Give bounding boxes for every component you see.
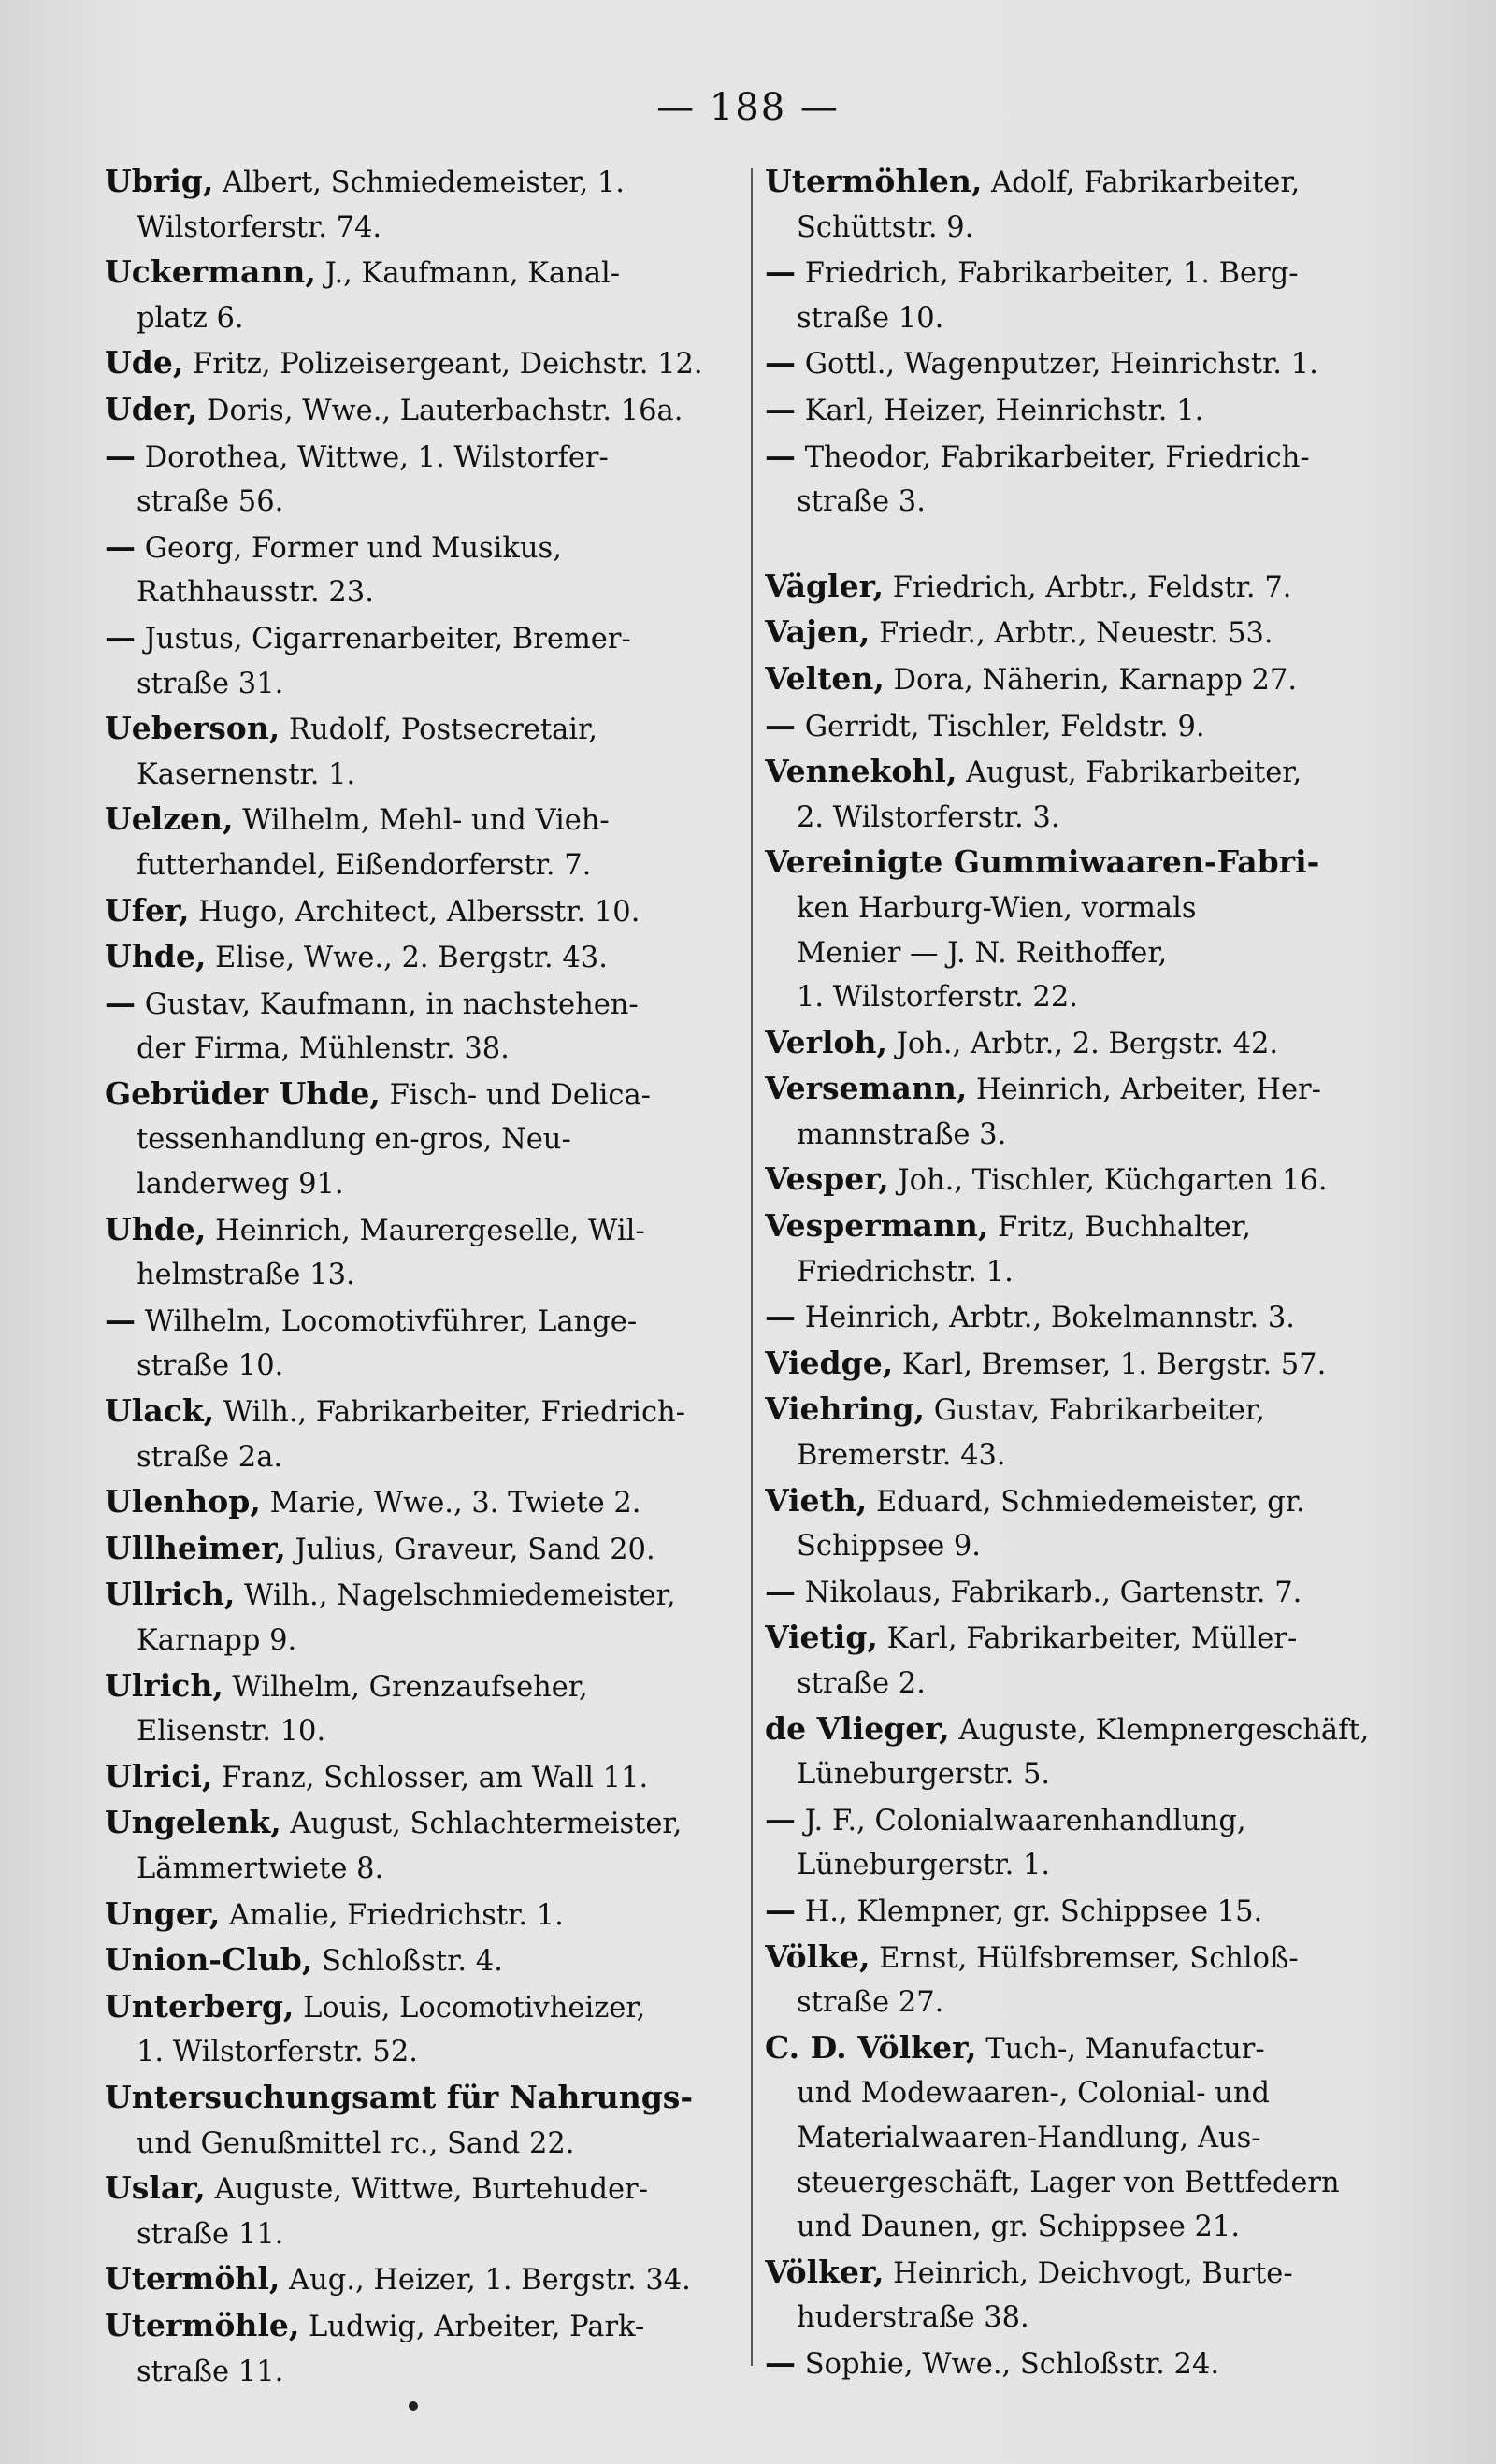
entry-text: Nikolaus, Fabrikarb., Gartenstr. 7. — [796, 1576, 1302, 1609]
entry-name: — — [105, 618, 136, 656]
directory-entry — [105, 981, 717, 1072]
left-column — [105, 159, 717, 2394]
entry-continuation: Friedrichstr. 1. — [797, 1255, 1014, 1289]
right-column — [765, 159, 1401, 2387]
directory-entry — [105, 1938, 717, 1984]
entry-name: Uelzen, — [105, 800, 234, 838]
directory-entry — [765, 1066, 1401, 1157]
entry-first-line — [765, 1615, 1401, 1662]
entry-first-line — [105, 434, 717, 481]
directory-entry — [765, 1341, 1401, 1388]
directory-entry — [105, 1526, 717, 1573]
entry-text: Fritz, Buchhalter, — [988, 1211, 1251, 1245]
directory-entry — [765, 1888, 1401, 1935]
entry-name: Velten, — [765, 659, 885, 697]
directory-entry — [765, 1797, 1401, 1888]
directory-entry — [765, 840, 1401, 1019]
entry-name: Ubrig, — [105, 163, 214, 199]
entry-first-line — [105, 2303, 717, 2350]
directory-entry — [765, 434, 1401, 525]
entry-first-line — [105, 250, 717, 296]
directory-entry — [105, 1984, 717, 2075]
entry-first-line — [765, 1707, 1401, 1753]
entry-text: Ernst, Hülfsbremser, Schloß- — [870, 1941, 1299, 1975]
entry-name: Union-Club, — [105, 1941, 313, 1979]
directory-entry — [765, 1157, 1401, 1203]
entry-name: Utermöhle, — [105, 2306, 300, 2343]
entry-first-line — [765, 2025, 1401, 2072]
directory-entry — [765, 703, 1401, 750]
entry-first-line — [105, 706, 717, 753]
entry-name: Unger, — [105, 1895, 221, 1932]
entry-first-line — [105, 1389, 717, 1435]
entry-name: Ueberson, — [105, 710, 280, 747]
entry-text: Justus, Cigarrenarbeiter, Bremer- — [136, 622, 631, 656]
entry-text: Albert, Schmiedemeister, 1. — [213, 166, 625, 199]
directory-entry — [105, 340, 717, 387]
entry-text: J. F., Colonialwaarenhandlung, — [796, 1804, 1246, 1837]
directory-entry — [105, 934, 717, 981]
page-number: — 188 — — [656, 86, 840, 129]
entry-name: Verloh, — [765, 1023, 887, 1060]
entry-text: H., Klempner, gr. Schippsee 15. — [796, 1895, 1263, 1928]
entry-first-line — [105, 387, 717, 434]
directory-entry — [105, 2166, 717, 2256]
entry-name: — — [765, 706, 796, 743]
entry-continuation: Karnapp 9. — [137, 1624, 297, 1657]
directory-entry — [765, 610, 1401, 656]
column-divider — [751, 168, 753, 2366]
directory-entry — [105, 250, 717, 340]
entry-first-line — [765, 749, 1401, 796]
entry-name: Ulenhop, — [105, 1483, 261, 1520]
entry-text: Karl, Fabrikarbeiter, Müller- — [877, 1622, 1298, 1656]
entry-text: Louis, Locomotivheizer, — [294, 1991, 646, 2025]
directory-entry — [105, 888, 717, 935]
entry-continuation: und Genußmittel rc., Sand 22. — [137, 2126, 575, 2160]
entry-name: Gebrüder Uhde, — [105, 1074, 381, 1112]
directory-entry — [765, 564, 1401, 611]
entry-name: — — [765, 344, 796, 382]
entry-name: Ulrich, — [105, 1666, 223, 1704]
directory-entry — [765, 2250, 1401, 2341]
entry-first-line — [105, 615, 717, 662]
entry-name: Uslar, — [105, 2169, 206, 2207]
entry-text: Marie, Wwe., 3. Twiete 2. — [260, 1487, 641, 1520]
entry-name: Uhde, — [105, 938, 207, 975]
directory-entry — [765, 1569, 1401, 1616]
entry-first-line — [765, 1341, 1401, 1388]
entry-text: Sophie, Wwe., Schloßstr. 24. — [796, 2347, 1220, 2381]
entry-first-line — [765, 2341, 1401, 2387]
entry-name: — — [105, 437, 136, 474]
entry-name: — — [105, 1301, 136, 1338]
entry-continuation: huderstraße 38. — [797, 2301, 1029, 2335]
entry-first-line — [765, 1569, 1401, 1616]
entry-name: Vieth, — [765, 1481, 868, 1519]
entry-name: Ulack, — [105, 1392, 215, 1430]
entry-first-line — [765, 1020, 1401, 1067]
entry-continuation: straße 27. — [797, 1986, 944, 2020]
entry-first-line — [105, 2256, 717, 2303]
entry-name: Ufer, — [105, 891, 190, 929]
entry-name: Vesper, — [765, 1160, 889, 1198]
entry-text: Wilhelm, Grenzaufseher, — [223, 1670, 588, 1704]
entry-text: Heinrich, Maurergeselle, Wil- — [206, 1214, 645, 1247]
entry-continuation: straße 56. — [137, 485, 284, 519]
directory-entry — [765, 656, 1401, 703]
entry-name: — — [765, 390, 796, 427]
directory-entry — [105, 797, 717, 887]
entry-text: Heinrich, Arbtr., Bokelmannstr. 3. — [796, 1302, 1295, 1335]
entry-continuation: Lüneburgerstr. 5. — [797, 1758, 1051, 1792]
entry-name: — — [765, 253, 796, 291]
directory-entry — [765, 749, 1401, 840]
entry-first-line — [765, 1797, 1401, 1844]
entry-first-line — [765, 1478, 1401, 1525]
entry-first-line — [105, 340, 717, 387]
entry-gap — [765, 525, 1401, 564]
entry-first-line — [105, 1526, 717, 1573]
entry-continuation: Materialwaaren-Handlung, Aus- — [797, 2121, 1261, 2154]
entry-first-line — [765, 434, 1401, 481]
entry-text: Rudolf, Postsecretair, — [280, 713, 597, 747]
entry-continuation: straße 11. — [137, 2355, 284, 2388]
directory-entry — [765, 1478, 1401, 1569]
entry-first-line — [765, 1888, 1401, 1935]
entry-first-line — [105, 1664, 717, 1710]
entry-continuation: straße 31. — [137, 667, 284, 700]
entry-name: Uder, — [105, 390, 198, 427]
entry-text: Doris, Wwe., Lauterbachstr. 16a. — [197, 394, 683, 427]
entry-text: Heinrich, Deichvogt, Burte- — [884, 2256, 1293, 2290]
entry-name: Uhde, — [105, 1210, 207, 1247]
entry-name: Versemann, — [765, 1070, 968, 1107]
entry-name: Viehring, — [765, 1391, 926, 1428]
entry-text: Heinrich, Arbeiter, Her- — [967, 1073, 1321, 1107]
entry-first-line — [105, 1800, 717, 1847]
entry-name: Völke, — [765, 1938, 870, 1975]
entry-first-line — [765, 840, 1401, 886]
entry-name: Ulrici, — [105, 1757, 213, 1794]
entry-first-line — [105, 888, 717, 935]
directory-entry — [105, 1664, 717, 1754]
entry-continuation: landerweg 91. — [137, 1168, 344, 1202]
entry-first-line — [105, 1938, 717, 1984]
entry-text: Auguste, Klempnergeschäft, — [949, 1713, 1370, 1747]
entry-continuation: mannstraße 3. — [797, 1117, 1007, 1151]
directory-entry — [765, 159, 1401, 250]
entry-first-line — [765, 159, 1401, 206]
entry-first-line — [105, 1984, 717, 2031]
entry-text: Friedrich, Arbtr., Feldstr. 7. — [884, 570, 1292, 604]
entry-name: — — [105, 527, 136, 565]
entry-first-line — [105, 981, 717, 1028]
entry-name: — — [765, 1800, 796, 1837]
entry-first-line — [765, 1935, 1401, 1981]
entry-text: Tuch-, Manufactur- — [976, 2032, 1265, 2066]
entry-first-line — [765, 656, 1401, 703]
entry-text: Gustav, Kaufmann, in nachstehen- — [136, 987, 639, 1021]
entry-name: Vennekohl, — [765, 753, 957, 790]
directory-entry — [765, 1707, 1401, 1797]
entry-first-line — [105, 2166, 717, 2212]
entry-continuation: Lüneburgerstr. 1. — [797, 1849, 1051, 1882]
entry-text: Wilh., Nagelschmiedemeister, — [235, 1579, 676, 1613]
entry-continuation: straße 10. — [137, 1349, 284, 1383]
entry-text: Dora, Näherin, Karnapp 27. — [884, 663, 1298, 697]
directory-entry — [765, 2341, 1401, 2387]
entry-first-line — [765, 1203, 1401, 1250]
entry-text: Wilhelm, Locomotivführer, Lange- — [136, 1304, 638, 1338]
ink-speck — [409, 2401, 418, 2411]
entry-continuation: helmstraße 13. — [137, 1259, 355, 1292]
directory-entry — [105, 2303, 717, 2394]
entry-name: Ungelenk, — [105, 1804, 281, 1841]
entry-continuation: straße 11. — [137, 2217, 284, 2251]
entry-text: Theodor, Fabrikarbeiter, Friedrich- — [796, 440, 1310, 474]
entry-name: Utermöhl, — [105, 2260, 280, 2298]
entry-text: Friedr., Arbtr., Neuestr. 53. — [870, 617, 1273, 651]
entry-continuation: 1. Wilstorferstr. 22. — [797, 981, 1078, 1015]
entry-first-line — [765, 564, 1401, 611]
entry-first-line — [765, 250, 1401, 296]
entry-first-line — [105, 797, 717, 843]
directory-entry — [765, 1203, 1401, 1294]
entry-first-line — [765, 703, 1401, 750]
directory-entry — [765, 1294, 1401, 1341]
directory-entry — [105, 1800, 717, 1891]
entry-text: Karl, Bremser, 1. Bergstr. 57. — [893, 1347, 1327, 1381]
entry-name: de Vlieger, — [765, 1709, 950, 1747]
entry-continuation: Wilstorferstr. 74. — [137, 210, 382, 244]
entry-first-line — [765, 1066, 1401, 1113]
entry-name: Utermöhlen, — [765, 163, 983, 199]
entry-text: Elise, Wwe., 2. Bergstr. 43. — [206, 942, 608, 975]
entry-name: — — [105, 984, 136, 1021]
entry-continuation: und Modewaaren-, Colonial- und — [797, 2077, 1271, 2111]
directory-entry — [105, 1754, 717, 1801]
directory-entry — [765, 250, 1401, 340]
entry-continuation: straße 3. — [797, 485, 926, 519]
entry-text: Amalie, Friedrichstr. 1. — [220, 1898, 564, 1932]
entry-name: — — [765, 2343, 796, 2381]
entry-first-line — [105, 1479, 717, 1526]
directory-entry — [105, 159, 717, 250]
entry-continuation: tessenhandlung en-gros, Neu- — [137, 1123, 571, 1157]
entry-first-line — [765, 387, 1401, 434]
directory-entry — [765, 1387, 1401, 1477]
directory-entry — [105, 2256, 717, 2303]
entry-first-line — [105, 934, 717, 981]
entry-text: Georg, Former und Musikus, — [136, 531, 562, 565]
entry-continuation: Lämmertwiete 8. — [137, 1852, 384, 1885]
entry-name: Völker, — [765, 2253, 885, 2290]
entry-continuation: platz 6. — [137, 301, 244, 335]
entry-text: August, Fabrikarbeiter, — [957, 756, 1302, 790]
entry-continuation: ken Harburg-Wien, vormals — [797, 891, 1197, 925]
entry-text: Wilhelm, Mehl- und Vieh- — [233, 804, 610, 838]
entry-continuation: Menier — J. N. Reithoffer, — [797, 936, 1168, 970]
entry-first-line — [105, 525, 717, 571]
entry-name: C. D. Völker, — [765, 2028, 977, 2066]
entry-continuation: Kasernenstr. 1. — [137, 757, 356, 791]
entry-name: Unterberg, — [105, 1987, 295, 2025]
entry-name: Vajen, — [765, 613, 870, 651]
entry-first-line — [105, 1207, 717, 1254]
entry-continuation: Elisenstr. 10. — [137, 1715, 326, 1749]
entry-name: Vägler, — [765, 567, 885, 604]
directory-entry — [765, 2025, 1401, 2250]
entry-first-line — [105, 1892, 717, 1938]
entry-first-line — [765, 340, 1401, 387]
entry-continuation: Schippsee 9. — [797, 1530, 981, 1563]
directory-entry — [105, 1479, 717, 1526]
entry-text: Joh., Arbtr., 2. Bergstr. 42. — [887, 1027, 1279, 1060]
entry-continuation: der Firma, Mühlenstr. 38. — [137, 1032, 510, 1066]
directory-entry — [105, 1892, 717, 1938]
entry-text: August, Schlachtermeister, — [280, 1808, 683, 1841]
entry-name: Ullheimer, — [105, 1529, 286, 1566]
directory-entry — [105, 2075, 717, 2166]
entry-continuation: straße 2a. — [137, 1440, 283, 1474]
entry-text: Auguste, Wittwe, Burtehuder- — [205, 2173, 648, 2207]
directory-entry — [105, 1389, 717, 1479]
entry-first-line — [105, 1072, 717, 1118]
directory-entry — [765, 340, 1401, 387]
entry-continuation: Bremerstr. 43. — [797, 1439, 1006, 1473]
entry-name: Vereinigte Gummiwaaren-Fabri- — [765, 843, 1320, 881]
entry-name: Viedge, — [765, 1344, 894, 1381]
entry-name: — — [765, 1891, 796, 1928]
entry-text: Gustav, Fabrikarbeiter, — [925, 1394, 1265, 1428]
directory-entry — [105, 615, 717, 706]
entry-name: Ullrich, — [105, 1576, 236, 1613]
entry-text: Gerridt, Tischler, Feldstr. 9. — [796, 710, 1205, 743]
entry-continuation: straße 2. — [797, 1667, 926, 1700]
entry-text: Aug., Heizer, 1. Bergstr. 34. — [280, 2264, 691, 2298]
entry-text: Julius, Graveur, Sand 20. — [285, 1533, 655, 1566]
entry-first-line — [105, 1298, 717, 1345]
entry-first-line — [765, 1157, 1401, 1203]
entry-name: Vietig, — [765, 1619, 878, 1656]
directory-entry — [105, 1072, 717, 1207]
entry-first-line — [765, 610, 1401, 656]
entry-first-line — [765, 1294, 1401, 1341]
entry-name: — — [765, 437, 796, 474]
entry-text: Hugo, Architect, Albersstr. 10. — [189, 895, 640, 929]
entry-text: Adolf, Fabrikarbeiter, — [982, 166, 1301, 199]
entry-name: — — [765, 1298, 796, 1335]
entry-name: — — [765, 1572, 796, 1609]
directory-entry — [765, 1615, 1401, 1706]
entry-text: Gottl., Wagenputzer, Heinrichstr. 1. — [796, 348, 1318, 382]
entry-text: Fisch- und Delica- — [380, 1078, 651, 1112]
entry-text: J., Kaufmann, Kanal- — [315, 257, 621, 291]
entry-continuation: futterhandel, Eißendorferstr. 7. — [137, 848, 592, 882]
directory-entry — [105, 434, 717, 525]
directory-entry — [105, 1207, 717, 1298]
entry-first-line — [765, 1387, 1401, 1434]
entry-continuation: 1. Wilstorferstr. 52. — [137, 2036, 418, 2069]
directory-entry — [105, 1298, 717, 1389]
directory-entry — [105, 387, 717, 434]
entry-text: Schloßstr. 4. — [312, 1945, 503, 1979]
entry-text: Eduard, Schmiedemeister, gr. — [867, 1485, 1305, 1519]
entry-continuation: Schüttstr. 9. — [797, 210, 974, 244]
entry-continuation: steuergeschäft, Lager von Bettfedern — [797, 2166, 1340, 2199]
entry-name: Uckermann, — [105, 253, 316, 291]
entry-text: Joh., Tischler, Küchgarten 16. — [888, 1164, 1328, 1198]
directory-entry — [765, 1935, 1401, 2025]
entry-first-line — [105, 1572, 717, 1619]
entry-first-line — [105, 2075, 717, 2122]
entry-text: Wilh., Fabrikarbeiter, Friedrich- — [214, 1396, 685, 1430]
entry-continuation: und Daunen, gr. Schippsee 21. — [797, 2211, 1241, 2244]
directory-entry — [765, 387, 1401, 434]
directory-entry — [765, 1020, 1401, 1067]
entry-text: Dorothea, Wittwe, 1. Wilstorfer- — [136, 440, 609, 474]
entry-continuation: 2. Wilstorferstr. 3. — [797, 800, 1060, 834]
entry-text: Karl, Heizer, Heinrichstr. 1. — [796, 394, 1204, 427]
entry-first-line — [105, 159, 717, 206]
directory-entry — [105, 706, 717, 797]
entry-continuation: Rathhausstr. 23. — [137, 576, 374, 610]
entry-first-line — [765, 2250, 1401, 2297]
entry-continuation: straße 10. — [797, 301, 944, 335]
entry-text: Fritz, Polizeisergeant, Deichstr. 12. — [183, 348, 703, 382]
entry-text: Friedrich, Fabrikarbeiter, 1. Berg- — [796, 257, 1299, 291]
entry-text: Franz, Schlosser, am Wall 11. — [212, 1761, 649, 1794]
entry-text: Ludwig, Arbeiter, Park- — [299, 2310, 645, 2343]
entry-name: Untersuchungsamt für Nahrungs- — [105, 2078, 694, 2115]
directory-entry — [105, 525, 717, 615]
directory-entry — [105, 1572, 717, 1663]
entry-name: Vespermann, — [765, 1207, 989, 1245]
entry-name: Ude, — [105, 344, 184, 382]
entry-first-line — [105, 1754, 717, 1801]
